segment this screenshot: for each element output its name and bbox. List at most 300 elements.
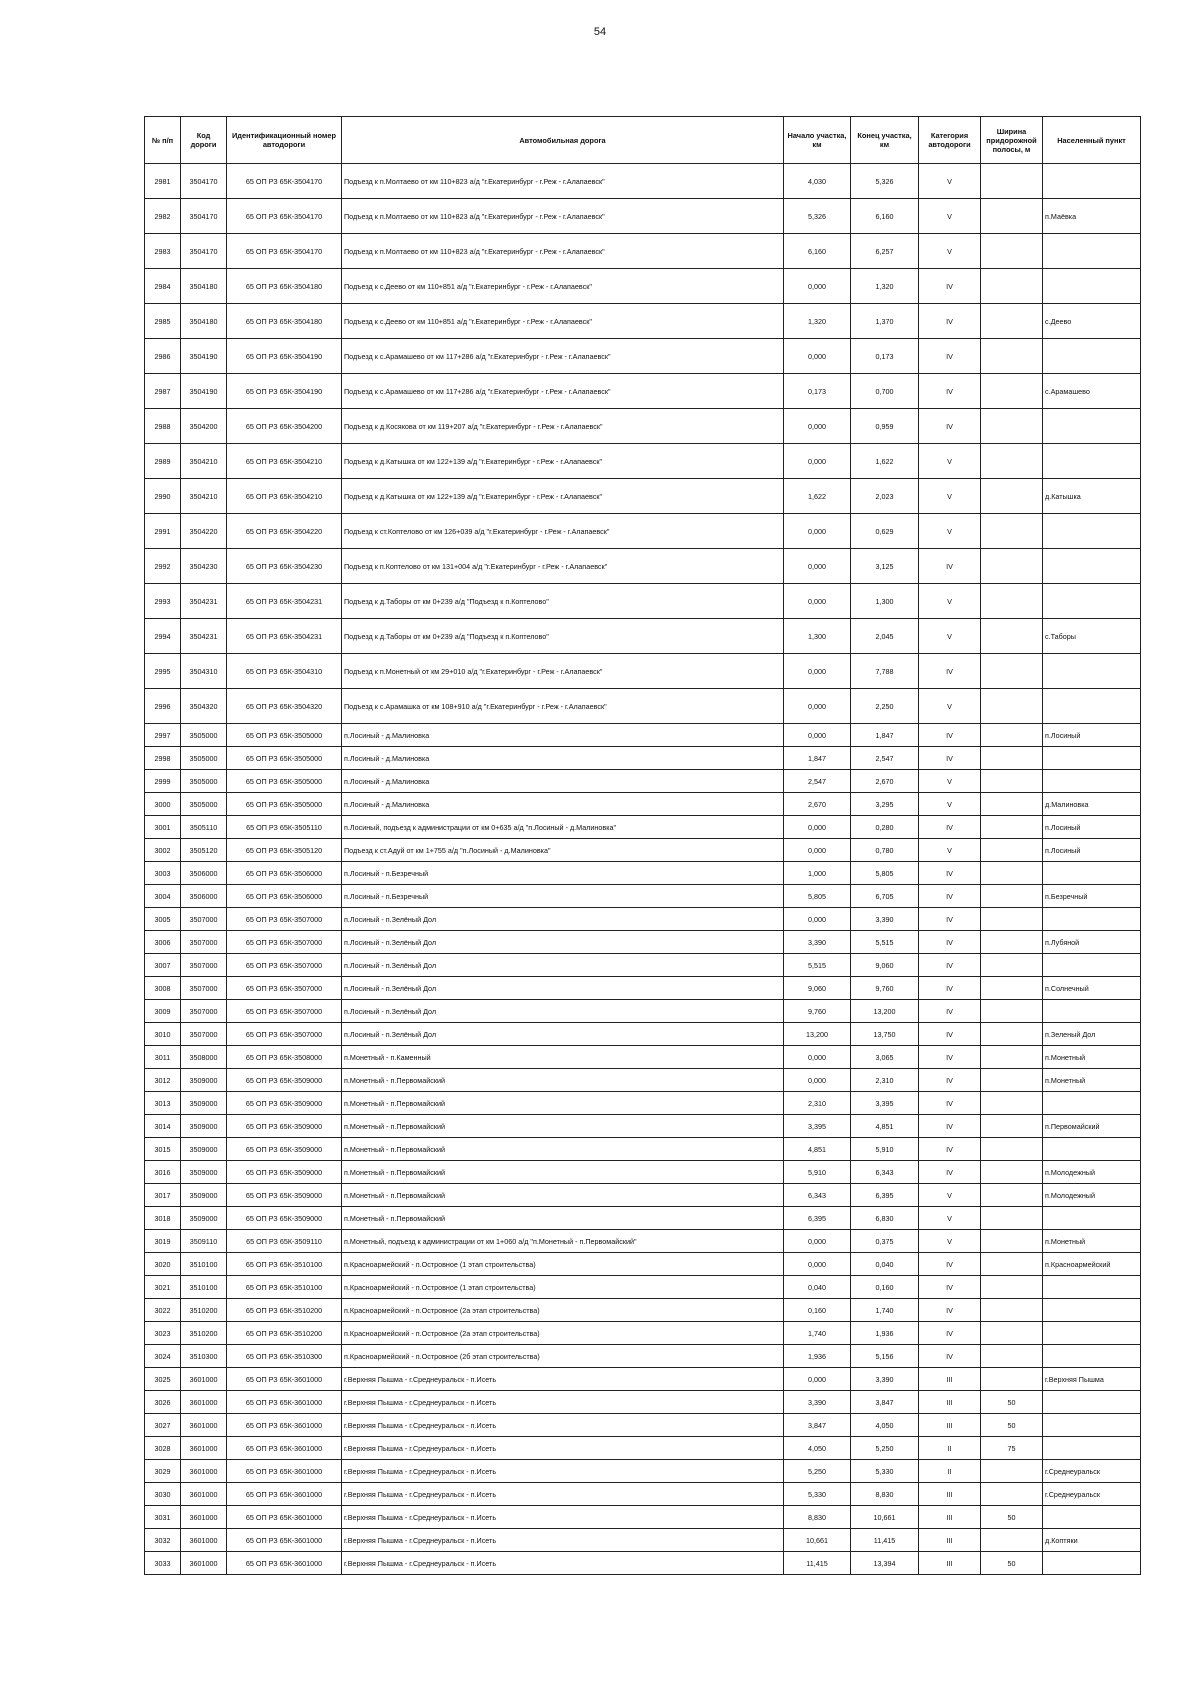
road-id-cell: 65 ОП РЗ 65К-3601000 (227, 1368, 342, 1391)
start-km-cell: 9,060 (784, 977, 851, 1000)
table-row (145, 549, 1141, 584)
road-name-cell: Подъезд к п.Коптелово от км 131+004 а/д "г.Екатеринбург - г.Реж - г.Алапаевск" (342, 549, 784, 584)
road-category-cell: IV (919, 1322, 981, 1345)
roadside-width-cell (981, 1230, 1043, 1253)
road-category-cell: V (919, 839, 981, 862)
road-code-cell: 3504170 (181, 199, 227, 234)
table-row (145, 1460, 1141, 1483)
road-name-cell: п.Лосиный - д.Малиновка (342, 724, 784, 747)
end-km-cell: 1,847 (851, 724, 919, 747)
roadside-width-cell (981, 747, 1043, 770)
row-number-cell: 3028 (145, 1437, 181, 1460)
table-row (145, 724, 1141, 747)
road-category-cell: IV (919, 304, 981, 339)
row-number-cell: 3017 (145, 1184, 181, 1207)
row-number-cell: 2994 (145, 619, 181, 654)
roadside-width-cell (981, 1322, 1043, 1345)
row-number-cell: 2982 (145, 199, 181, 234)
road-code-cell: 3509000 (181, 1161, 227, 1184)
end-km-cell: 3,295 (851, 793, 919, 816)
settlement-cell: п.Лосиный (1043, 724, 1141, 747)
road-code-cell: 3505000 (181, 793, 227, 816)
table-row (145, 1023, 1141, 1046)
end-km-cell: 5,910 (851, 1138, 919, 1161)
road-name-cell: п.Монетный - п.Первомайский (342, 1207, 784, 1230)
start-km-cell: 1,300 (784, 619, 851, 654)
settlement-cell (1043, 234, 1141, 269)
start-km-cell: 5,910 (784, 1161, 851, 1184)
road-id-cell: 65 ОП РЗ 65К-3504320 (227, 689, 342, 724)
road-name-cell: п.Лосиный - п.Безречный (342, 862, 784, 885)
start-km-cell: 13,200 (784, 1023, 851, 1046)
start-km-cell: 0,173 (784, 374, 851, 409)
row-number-cell: 3004 (145, 885, 181, 908)
start-km-cell: 3,390 (784, 1391, 851, 1414)
table-row (145, 339, 1141, 374)
end-km-cell: 9,060 (851, 954, 919, 977)
roadside-width-cell (981, 1138, 1043, 1161)
road-name-cell: п.Лосиный - п.Зелёный Дол (342, 977, 784, 1000)
row-number-cell: 2996 (145, 689, 181, 724)
road-category-cell: IV (919, 862, 981, 885)
road-id-cell: 65 ОП РЗ 65К-3504230 (227, 549, 342, 584)
start-km-cell: 1,936 (784, 1345, 851, 1368)
road-category-cell: IV (919, 1000, 981, 1023)
roadside-width-cell (981, 199, 1043, 234)
road-id-cell: 65 ОП РЗ 65К-3506000 (227, 862, 342, 885)
start-km-cell: 8,830 (784, 1506, 851, 1529)
end-km-cell: 3,847 (851, 1391, 919, 1414)
row-number-cell: 3032 (145, 1529, 181, 1552)
road-category-cell: II (919, 1437, 981, 1460)
road-category-cell: IV (919, 885, 981, 908)
road-code-cell: 3507000 (181, 977, 227, 1000)
settlement-cell: п.Маёвка (1043, 199, 1141, 234)
end-km-cell: 0,040 (851, 1253, 919, 1276)
road-id-cell: 65 ОП РЗ 65К-3508000 (227, 1046, 342, 1069)
row-number-cell: 3001 (145, 816, 181, 839)
row-number-cell: 3030 (145, 1483, 181, 1506)
row-number-cell: 3007 (145, 954, 181, 977)
start-km-cell: 1,000 (784, 862, 851, 885)
road-id-cell: 65 ОП РЗ 65К-3504310 (227, 654, 342, 689)
settlement-cell: п.Лосиный (1043, 839, 1141, 862)
road-id-cell: 65 ОП РЗ 65К-3509000 (227, 1207, 342, 1230)
start-km-cell: 6,343 (784, 1184, 851, 1207)
road-id-cell: 65 ОП РЗ 65К-3601000 (227, 1552, 342, 1575)
table-row (145, 931, 1141, 954)
roadside-width-cell (981, 1184, 1043, 1207)
road-category-cell: IV (919, 374, 981, 409)
road-id-cell: 65 ОП РЗ 65К-3504190 (227, 339, 342, 374)
table-body (145, 164, 1141, 1575)
row-number-cell: 2984 (145, 269, 181, 304)
roadside-width-cell (981, 479, 1043, 514)
settlement-cell (1043, 1322, 1141, 1345)
road-category-cell: V (919, 793, 981, 816)
start-km-cell: 0,000 (784, 1368, 851, 1391)
road-code-cell: 3507000 (181, 908, 227, 931)
row-number-cell: 3033 (145, 1552, 181, 1575)
road-category-cell: V (919, 770, 981, 793)
table-row (145, 1207, 1141, 1230)
settlement-cell (1043, 1345, 1141, 1368)
header-cell: Ширина придорожной полосы, м (981, 117, 1043, 164)
settlement-cell (1043, 1000, 1141, 1023)
end-km-cell: 1,300 (851, 584, 919, 619)
road-code-cell: 3601000 (181, 1483, 227, 1506)
road-code-cell: 3601000 (181, 1529, 227, 1552)
road-code-cell: 3510300 (181, 1345, 227, 1368)
road-code-cell: 3509000 (181, 1069, 227, 1092)
roadside-width-cell (981, 304, 1043, 339)
road-code-cell: 3508000 (181, 1046, 227, 1069)
road-category-cell: V (919, 689, 981, 724)
start-km-cell: 0,040 (784, 1276, 851, 1299)
settlement-cell (1043, 689, 1141, 724)
road-code-cell: 3505110 (181, 816, 227, 839)
road-id-cell: 65 ОП РЗ 65К-3504180 (227, 269, 342, 304)
road-name-cell: п.Монетный - п.Первомайский (342, 1115, 784, 1138)
page-number: 54 (593, 26, 607, 38)
road-id-cell: 65 ОП РЗ 65К-3510200 (227, 1322, 342, 1345)
end-km-cell: 1,622 (851, 444, 919, 479)
end-km-cell: 3,065 (851, 1046, 919, 1069)
road-category-cell: V (919, 444, 981, 479)
table-row (145, 1391, 1141, 1414)
start-km-cell: 0,000 (784, 839, 851, 862)
roadside-width-cell (981, 1253, 1043, 1276)
row-number-cell: 3018 (145, 1207, 181, 1230)
road-category-cell: IV (919, 269, 981, 304)
start-km-cell: 4,030 (784, 164, 851, 199)
end-km-cell: 7,788 (851, 654, 919, 689)
road-category-cell: III (919, 1529, 981, 1552)
roadside-width-cell (981, 584, 1043, 619)
roadside-width-cell (981, 1115, 1043, 1138)
start-km-cell: 5,805 (784, 885, 851, 908)
road-id-cell: 65 ОП РЗ 65К-3505110 (227, 816, 342, 839)
table-row (145, 1414, 1141, 1437)
roadside-width-cell (981, 839, 1043, 862)
road-category-cell: V (919, 1184, 981, 1207)
row-number-cell: 3024 (145, 1345, 181, 1368)
road-id-cell: 65 ОП РЗ 65К-3509000 (227, 1069, 342, 1092)
road-category-cell: V (919, 234, 981, 269)
road-code-cell: 3504190 (181, 339, 227, 374)
table-row (145, 954, 1141, 977)
end-km-cell: 3,395 (851, 1092, 919, 1115)
road-code-cell: 3504231 (181, 584, 227, 619)
road-category-cell: IV (919, 1345, 981, 1368)
road-name-cell: Подъезд к с.Деево от км 110+851 а/д "г.Екатеринбург - г.Реж - г.Алапаевск" (342, 304, 784, 339)
table-row (145, 304, 1141, 339)
table-row (145, 584, 1141, 619)
road-id-cell: 65 ОП РЗ 65К-3504180 (227, 304, 342, 339)
start-km-cell: 0,000 (784, 339, 851, 374)
table-header-row (145, 117, 1141, 164)
row-number-cell: 3013 (145, 1092, 181, 1115)
header-cell: Конец участка, км (851, 117, 919, 164)
road-category-cell: V (919, 199, 981, 234)
header-cell: Начало участка, км (784, 117, 851, 164)
table-row (145, 409, 1141, 444)
road-code-cell: 3601000 (181, 1368, 227, 1391)
road-category-cell: III (919, 1552, 981, 1575)
roadside-width-cell (981, 977, 1043, 1000)
road-name-cell: п.Монетный - п.Первомайский (342, 1069, 784, 1092)
row-number-cell: 3015 (145, 1138, 181, 1161)
settlement-cell: п.Красноармейский (1043, 1253, 1141, 1276)
end-km-cell: 3,390 (851, 908, 919, 931)
settlement-cell (1043, 339, 1141, 374)
road-name-cell: Подъезд к д.Таборы от км 0+239 а/д "Подъезд к п.Коптелово" (342, 619, 784, 654)
row-number-cell: 3019 (145, 1230, 181, 1253)
settlement-cell: п.Безречный (1043, 885, 1141, 908)
row-number-cell: 3021 (145, 1276, 181, 1299)
table-row (145, 1437, 1141, 1460)
road-name-cell: п.Монетный - п.Первомайский (342, 1184, 784, 1207)
roadside-width-cell: 50 (981, 1506, 1043, 1529)
road-id-cell: 65 ОП РЗ 65К-3504210 (227, 444, 342, 479)
table-row (145, 479, 1141, 514)
end-km-cell: 1,320 (851, 269, 919, 304)
start-km-cell: 0,000 (784, 724, 851, 747)
road-id-cell: 65 ОП РЗ 65К-3507000 (227, 931, 342, 954)
table-row (145, 1276, 1141, 1299)
road-category-cell: IV (919, 1069, 981, 1092)
roadside-width-cell (981, 1299, 1043, 1322)
road-name-cell: Подъезд к п.Молтаево от км 110+823 а/д "г.Екатеринбург - г.Реж - г.Алапаевск" (342, 234, 784, 269)
settlement-cell (1043, 1437, 1141, 1460)
roadside-width-cell (981, 374, 1043, 409)
road-name-cell: Подъезд к д.Катышка от км 122+139 а/д "г.Екатеринбург - г.Реж - г.Алапаевск" (342, 479, 784, 514)
road-category-cell: IV (919, 1299, 981, 1322)
road-id-cell: 65 ОП РЗ 65К-3507000 (227, 977, 342, 1000)
road-id-cell: 65 ОП РЗ 65К-3509000 (227, 1138, 342, 1161)
row-number-cell: 3026 (145, 1391, 181, 1414)
settlement-cell: г.Верхняя Пышма (1043, 1368, 1141, 1391)
road-id-cell: 65 ОП РЗ 65К-3504200 (227, 409, 342, 444)
road-category-cell: V (919, 1207, 981, 1230)
road-id-cell: 65 ОП РЗ 65К-3505000 (227, 724, 342, 747)
road-id-cell: 65 ОП РЗ 65К-3505000 (227, 770, 342, 793)
end-km-cell: 13,750 (851, 1023, 919, 1046)
road-name-cell: п.Красноармейский - п.Островное (2б этап строительства) (342, 1345, 784, 1368)
start-km-cell: 5,250 (784, 1460, 851, 1483)
roadside-width-cell (981, 931, 1043, 954)
table-row (145, 654, 1141, 689)
row-number-cell: 3012 (145, 1069, 181, 1092)
settlement-cell: п.Монетный (1043, 1046, 1141, 1069)
roadside-width-cell (981, 1276, 1043, 1299)
settlement-cell (1043, 862, 1141, 885)
roadside-width-cell (981, 816, 1043, 839)
end-km-cell: 8,830 (851, 1483, 919, 1506)
start-km-cell: 6,160 (784, 234, 851, 269)
road-name-cell: п.Лосиный - п.Зелёный Дол (342, 954, 784, 977)
settlement-cell (1043, 584, 1141, 619)
road-code-cell: 3507000 (181, 1000, 227, 1023)
row-number-cell: 3006 (145, 931, 181, 954)
table-row (145, 839, 1141, 862)
end-km-cell: 0,160 (851, 1276, 919, 1299)
table-row (145, 1069, 1141, 1092)
road-category-cell: V (919, 479, 981, 514)
row-number-cell: 3005 (145, 908, 181, 931)
road-code-cell: 3504230 (181, 549, 227, 584)
road-id-cell: 65 ОП РЗ 65К-3507000 (227, 954, 342, 977)
settlement-cell (1043, 514, 1141, 549)
start-km-cell: 1,847 (784, 747, 851, 770)
road-id-cell: 65 ОП РЗ 65К-3601000 (227, 1529, 342, 1552)
road-category-cell: III (919, 1368, 981, 1391)
start-km-cell: 1,740 (784, 1322, 851, 1345)
header-cell: Населенный пункт (1043, 117, 1141, 164)
roadside-width-cell (981, 1207, 1043, 1230)
roadside-width-cell (981, 1345, 1043, 1368)
road-code-cell: 3507000 (181, 931, 227, 954)
row-number-cell: 2997 (145, 724, 181, 747)
table-row (145, 862, 1141, 885)
start-km-cell: 11,415 (784, 1552, 851, 1575)
table-row (145, 1138, 1141, 1161)
road-category-cell: IV (919, 409, 981, 444)
roadside-width-cell (981, 1460, 1043, 1483)
road-id-cell: 65 ОП РЗ 65К-3507000 (227, 908, 342, 931)
end-km-cell: 1,370 (851, 304, 919, 339)
roadside-width-cell (981, 269, 1043, 304)
end-km-cell: 5,805 (851, 862, 919, 885)
road-id-cell: 65 ОП РЗ 65К-3510100 (227, 1253, 342, 1276)
start-km-cell: 0,000 (784, 689, 851, 724)
road-category-cell: IV (919, 977, 981, 1000)
row-number-cell: 2992 (145, 549, 181, 584)
header-cell: Автомобильная дорога (342, 117, 784, 164)
road-category-cell: IV (919, 1138, 981, 1161)
row-number-cell: 3031 (145, 1506, 181, 1529)
end-km-cell: 5,250 (851, 1437, 919, 1460)
road-name-cell: Подъезд к с.Арамашево от км 117+286 а/д "г.Екатеринбург - г.Реж - г.Алапаевск" (342, 339, 784, 374)
end-km-cell: 5,330 (851, 1460, 919, 1483)
road-id-cell: 65 ОП РЗ 65К-3504231 (227, 619, 342, 654)
road-name-cell: п.Лосиный, подъезд к администрации от км 0+635 а/д "п.Лосиный - д.Малиновка" (342, 816, 784, 839)
road-name-cell: г.Верхняя Пышма - г.Среднеуральск - п.Исеть (342, 1368, 784, 1391)
table-row (145, 747, 1141, 770)
road-code-cell: 3505000 (181, 747, 227, 770)
settlement-cell: д.Катышка (1043, 479, 1141, 514)
end-km-cell: 6,830 (851, 1207, 919, 1230)
road-name-cell: Подъезд к ст.Коптелово от км 126+039 а/д "г.Екатеринбург - г.Реж - г.Алапаевск" (342, 514, 784, 549)
settlement-cell (1043, 770, 1141, 793)
road-category-cell: IV (919, 1023, 981, 1046)
roadside-width-cell: 50 (981, 1552, 1043, 1575)
road-id-cell: 65 ОП РЗ 65К-3601000 (227, 1414, 342, 1437)
settlement-cell: п.Солнечный (1043, 977, 1141, 1000)
road-id-cell: 65 ОП РЗ 65К-3601000 (227, 1437, 342, 1460)
road-name-cell: п.Лосиный - п.Зелёный Дол (342, 931, 784, 954)
road-name-cell: п.Лосиный - п.Зелёный Дол (342, 1000, 784, 1023)
row-number-cell: 3002 (145, 839, 181, 862)
table-row (145, 1368, 1141, 1391)
road-category-cell: IV (919, 339, 981, 374)
end-km-cell: 5,515 (851, 931, 919, 954)
settlement-cell (1043, 1276, 1141, 1299)
table-row (145, 1529, 1141, 1552)
settlement-cell (1043, 269, 1141, 304)
end-km-cell: 4,050 (851, 1414, 919, 1437)
roadside-width-cell (981, 619, 1043, 654)
end-km-cell: 0,173 (851, 339, 919, 374)
row-number-cell: 3025 (145, 1368, 181, 1391)
settlement-cell (1043, 1299, 1141, 1322)
road-code-cell: 3601000 (181, 1460, 227, 1483)
road-id-cell: 65 ОП РЗ 65К-3509000 (227, 1184, 342, 1207)
settlement-cell: с.Арамашево (1043, 374, 1141, 409)
roadside-width-cell (981, 1023, 1043, 1046)
road-name-cell: Подъезд к п.Молтаево от км 110+823 а/д "г.Екатеринбург - г.Реж - г.Алапаевск" (342, 164, 784, 199)
road-id-cell: 65 ОП РЗ 65К-3509000 (227, 1161, 342, 1184)
roadside-width-cell: 50 (981, 1391, 1043, 1414)
road-category-cell: IV (919, 931, 981, 954)
road-code-cell: 3504190 (181, 374, 227, 409)
road-name-cell: Подъезд к ст.Адуй от км 1+755 а/д "п.Лосиный - д.Малиновка" (342, 839, 784, 862)
road-code-cell: 3509110 (181, 1230, 227, 1253)
table-row (145, 977, 1141, 1000)
table-row (145, 908, 1141, 931)
end-km-cell: 9,760 (851, 977, 919, 1000)
settlement-cell (1043, 409, 1141, 444)
road-code-cell: 3510200 (181, 1322, 227, 1345)
settlement-cell: г.Среднеуральск (1043, 1460, 1141, 1483)
road-id-cell: 65 ОП РЗ 65К-3507000 (227, 1000, 342, 1023)
road-name-cell: г.Верхняя Пышма - г.Среднеуральск - п.Исеть (342, 1506, 784, 1529)
road-code-cell: 3601000 (181, 1391, 227, 1414)
road-category-cell: IV (919, 549, 981, 584)
road-code-cell: 3504180 (181, 269, 227, 304)
road-code-cell: 3506000 (181, 862, 227, 885)
road-name-cell: Подъезд к с.Арамашево от км 117+286 а/д "г.Екатеринбург - г.Реж - г.Алапаевск" (342, 374, 784, 409)
road-code-cell: 3504210 (181, 479, 227, 514)
row-number-cell: 2989 (145, 444, 181, 479)
road-category-cell: III (919, 1483, 981, 1506)
road-code-cell: 3510100 (181, 1253, 227, 1276)
end-km-cell: 1,740 (851, 1299, 919, 1322)
road-id-cell: 65 ОП РЗ 65К-3505000 (227, 793, 342, 816)
start-km-cell: 2,310 (784, 1092, 851, 1115)
road-code-cell: 3504170 (181, 164, 227, 199)
road-name-cell: Подъезд к д.Катышка от км 122+139 а/д "г.Екатеринбург - г.Реж - г.Алапаевск" (342, 444, 784, 479)
table-row (145, 619, 1141, 654)
roadside-width-cell (981, 1092, 1043, 1115)
settlement-cell: п.Молодежный (1043, 1184, 1141, 1207)
start-km-cell: 0,000 (784, 816, 851, 839)
roadside-width-cell (981, 1046, 1043, 1069)
road-category-cell: V (919, 514, 981, 549)
table-row (145, 689, 1141, 724)
road-code-cell: 3504200 (181, 409, 227, 444)
road-category-cell: IV (919, 1115, 981, 1138)
road-name-cell: г.Верхняя Пышма - г.Среднеуральск - п.Исеть (342, 1414, 784, 1437)
start-km-cell: 3,847 (784, 1414, 851, 1437)
road-code-cell: 3506000 (181, 885, 227, 908)
header-cell: Код дороги (181, 117, 227, 164)
road-name-cell: п.Лосиный - д.Малиновка (342, 770, 784, 793)
row-number-cell: 2981 (145, 164, 181, 199)
road-code-cell: 3504231 (181, 619, 227, 654)
roadside-width-cell (981, 409, 1043, 444)
end-km-cell: 6,257 (851, 234, 919, 269)
